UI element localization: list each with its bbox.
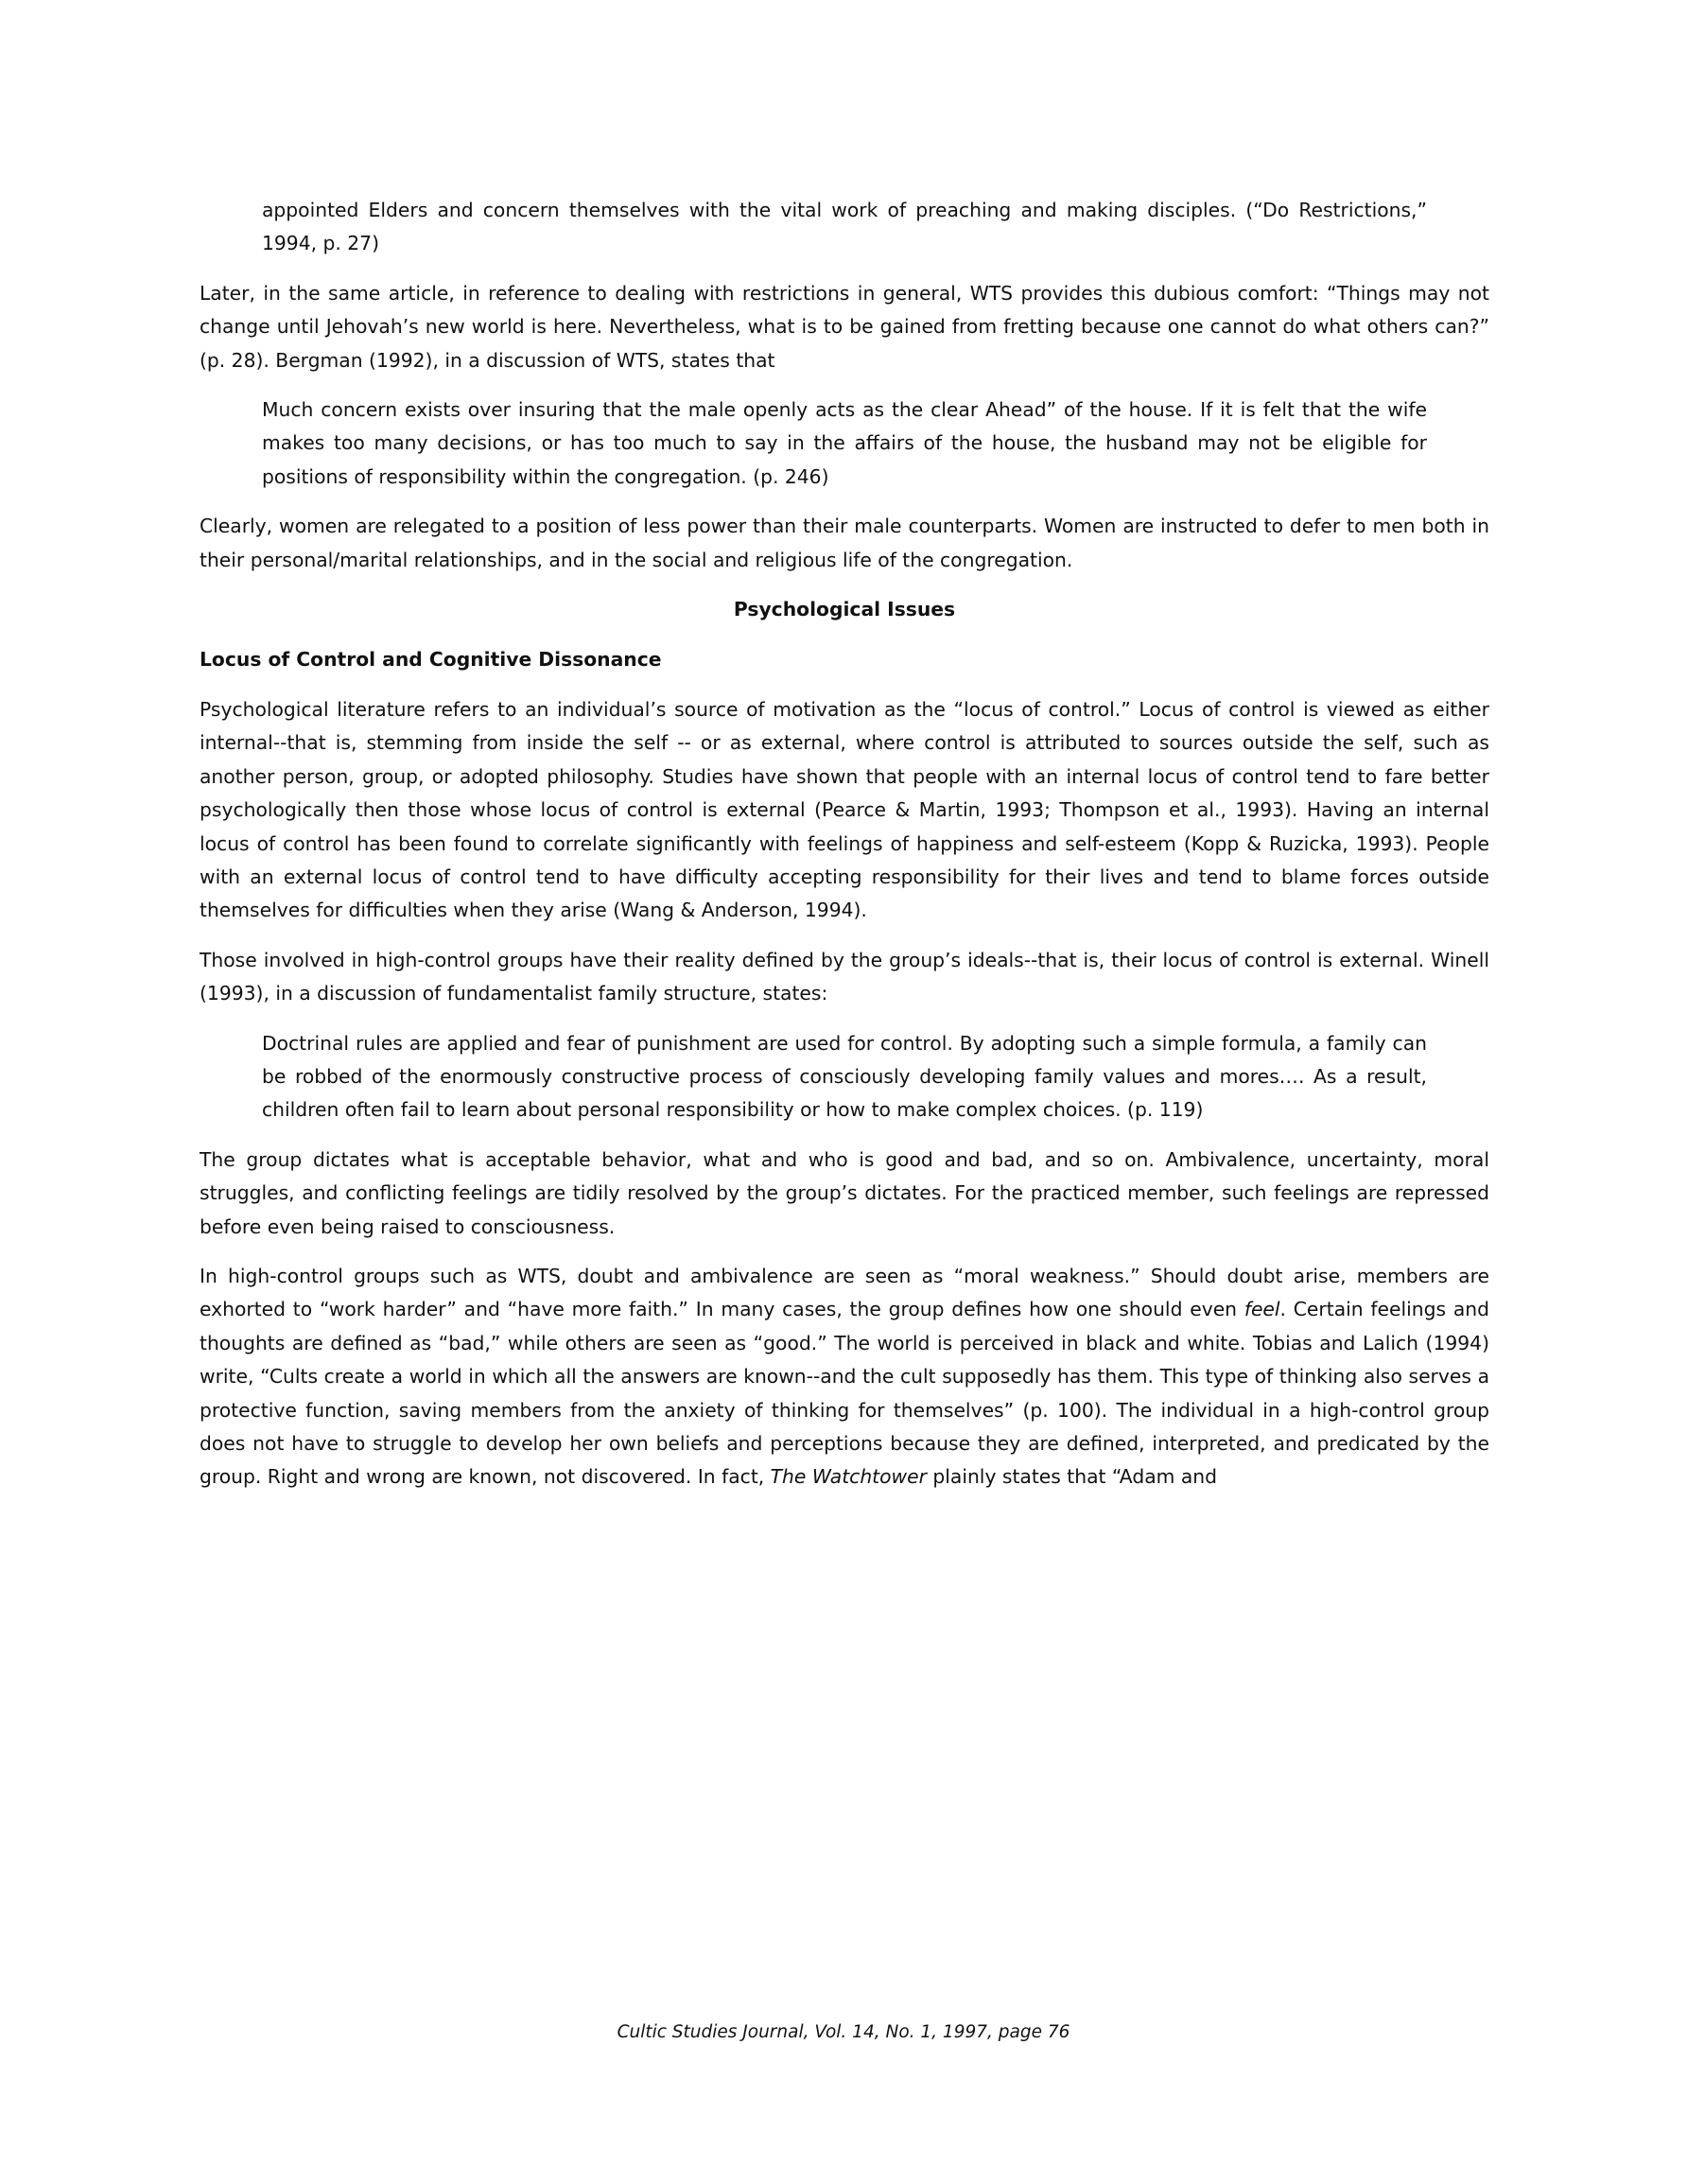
paragraph [200, 1260, 1489, 1494]
subsection-heading: Locus of Control and Cognitive Dissonance [200, 648, 662, 672]
block-quote: appointed Elders and concern themselves with the vital work of preaching and making disciples. (“Do Restrictions,” 1994, p. 27) [262, 199, 1427, 255]
paragraph: The group dictates what is acceptable behavior, what and who is good and bad, and so on. Ambivalence, uncertainty, moral struggles, and conflicting feelings are tidily resolved by the group’s dictates. For the practiced member, such feelings are repressed before even being raised to consciousness. [200, 1147, 1489, 1238]
text-run: . Certain feelings and thoughts are defined as “bad,” while others are seen as “good.” The world is perceived in black and white. Tobias and Lalich (1994) write, “Cults create a world in which all the answers are known--and the cult supposedly has them. This type of thinking also serves a protective function, saving members from the anxiety of thinking for themselves” (p. 100). The individual in a high-control group does not have to struggle to develop her own beliefs and perceptions because they are defined, interpreted, and predicated by the group. Right and wrong are known, not discovered. In fact, [200, 1298, 1489, 1489]
page-body [200, 194, 1489, 1511]
paragraph: Clearly, women are relegated to a position of less power than their male counterparts. Women are instructed to defer to men both in their personal/marital relationships, and in the social and religious life of the congregation. [200, 515, 1489, 571]
paragraph: Those involved in high-control groups have their reality defined by the group’s ideals--that is, their locus of control is external. Winell (1993), in a discussion of fundamentalist family structure, states: [200, 948, 1489, 1005]
italic-run: feel [1244, 1298, 1280, 1321]
text-run: plainly states that “Adam and [926, 1465, 1217, 1489]
block-quote: Much concern exists over insuring that the male openly acts as the clear Ahead” of the house. If it is felt that the wife makes too many decisions, or has too much to say in the affairs of the house, the husband may not be eligible for positions of responsibility within the congregation. (p. 246) [262, 398, 1427, 488]
text-run: In high-control groups such as WTS, doubt and ambivalence are seen as “moral weakness.” Should doubt arise, members are exhorted to “work harder” and “have more faith.” In many cases, the group defines how one should even [200, 1264, 1489, 1321]
page-footer: Cultic Studies Journal, Vol. 14, No. 1, 1997, page 76 [617, 2022, 1070, 2042]
paragraph: Psychological literature refers to an individual’s source of motivation as the “locus of control.” Locus of control is viewed as either internal--that is, stemming from inside the self -- or as external, where control is attributed to sources outside the self, such as another person, group, or adopted philosophy. Studies have shown that people with an internal locus of control tend to fare better psychologically then those whose locus of control is external (Pearce & Martin, 1993; Thompson et al., 1993). Having an internal locus of control has been found to correlate significantly with feelings of happiness and self-esteem (Kopp & Ruzicka, 1993). People with an external locus of control tend to have difficulty accepting responsibility for their lives and tend to blame forces outside themselves for difficulties when they arise (Wang & Anderson, 1994). [200, 697, 1489, 922]
paragraph: Later, in the same article, in reference to dealing with restrictions in general, WTS provides this dubious comfort: “Things may not change until Jehovah’s new world is here. Nevertheless, what is to be gained from fretting because one cannot do what others can?” (p. 28). Bergman (1992), in a discussion of WTS, states that [200, 281, 1489, 372]
italic-title-run: The Watchtower [770, 1465, 927, 1489]
block-quote: Doctrinal rules are applied and fear of punishment are used for control. By adopting such a simple formula, a family can be robbed of the enormously constructive process of consciously developing family values and mores…. As a result, children often fail to learn about personal responsibility or how to make complex choices. (p. 119) [262, 1031, 1427, 1122]
section-heading: Psychological Issues [733, 598, 956, 621]
